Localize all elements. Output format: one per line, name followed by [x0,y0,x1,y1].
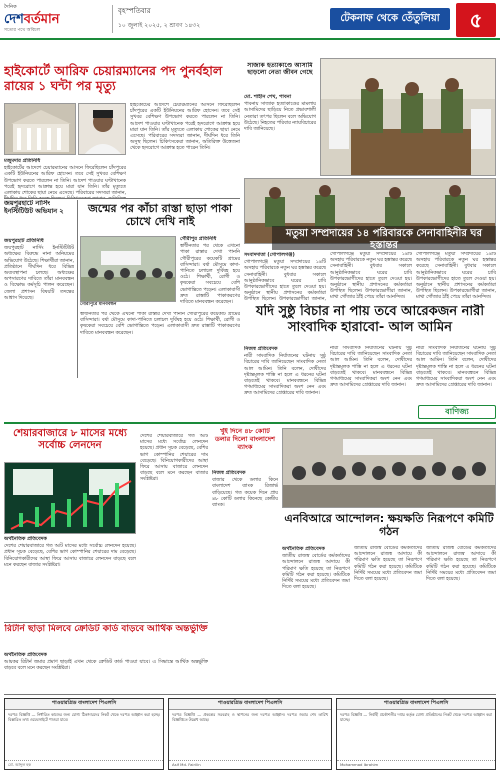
matua-body-col1 [244,252,326,302]
road-body-col1 [180,236,240,312]
nbr-body-col1 [282,546,350,690]
nbr-body-col2 [354,546,422,690]
ad-body: দরপত্র বিজ্ঞপ্তি — নির্বাহী প্রকৌশলীর দপ্তর কর্তৃক যোগ্য প্রতিষ্ঠানের নিকট থেকে দরপত্র আহ্বান করা যাচ্ছে। [340,712,492,722]
portrait-image [79,104,126,155]
stock-chart-image [5,463,136,534]
loan-byline: নিজস্ব প্রতিবেদক [212,470,246,476]
tender-ad-1[interactable] [4,698,164,770]
newspaper-logo[interactable] [4,4,108,36]
road-byline: গৌরীপুর প্রতিনিধি [180,236,217,242]
amin-text-col2: নারী সাংবাদিক নির্যাতনের ঘটনায় সুষ্ঠু বিচারের দাবি জানিয়েছেন সাংবাদিক নেতা আল আমিন। তিনি বলেন, দোষীদের দৃষ্টান্তমূলক শাস্তি না হলে এ ধরনের ঘটনা বাড়তেই থাকবে। মানববন্ধনে বিভিন্ন গণমাধ্যমের সাংবাদিকরা অংশ নেন এবং দ্রুত আসামিদের গ্রেপ্তারের দাবি জানান। [330,346,412,389]
ad-body: দরপত্র বিজ্ঞপ্তি — প্রকল্পের সরবরাহ ও স্থাপনের জন্য দরপত্র আহ্বান। দরপত্র জমার শেষ তারিখ বিজ্ঞপ্তিতে উল্লেখ আছে। [172,712,328,722]
nbr-image [283,429,496,508]
highcourt-text-col2: হাইকোর্টের আদেশে চেয়ারম্যানের আসনে ফিরেছিলেন চাঁদপুরের একটি ইউনিয়নের আরিফ হোসেন। তবে সেই সুখবর বেশিক্ষণ উপভোগ করতে পারলেন না তিনি। আদেশ পাওয়ার ঘণ্টাখানেক পরেই হৃদরোগে আক্রান্ত হয়ে মারা যান তিনি। তাঁর মৃত্যুতে এলাকায় শোকের ছায়া নেমে এসেছে। পরিবারের সদস্যরা জানান, দীর্ঘদিন ধরে তিনি অসুস্থ ছিলেন। চিকিৎসকেরা জানান, অতিরিক্ত উত্তেজনা থেকে হৃদরোগে আক্রান্ত হতে পারেন তিনি। [130,103,240,152]
sajak-headline[interactable]: সাজাক হত্যাকাণ্ডে আসামি ছাড়লো নেতা জীবন গেছে [247,62,313,77]
rtn-byline: অর্থনৈতিক প্রতিবেদক [4,652,47,658]
joypurhat-text: জয়পুরহাট নার্সিং ইনস্টিটিউট অধ্যক্ষের বিরুদ্ধে নানা অনিয়মের অভিযোগ উঠেছে। শিক্ষার্থীরা জানান, প্রতিষ্ঠানে দীর্ঘদিন ধরে বিভিন্ন অব্যবস্থাপনা চলছে। অধ্যক্ষের অপসারণের দাবিতে তাঁরা মানববন্ধন ও বিক্ষোভ কর্মসূচি পালন করেছেন। জেলা প্রশাসন বিষয়টি তদন্তের আশ্বাস দিয়েছে। [4,246,74,301]
nbr-headline[interactable]: এনবিআরে আন্দোলন: ক্ষয়ক্ষতি নিরূপণে কমিটি গঠন [284,512,494,539]
courthouse-image [5,104,76,155]
road-body-col2 [80,312,240,378]
ad-body: দরপত্র বিজ্ঞপ্তি — নির্ধারিত কাজের জন্য যোগ্য ঠিকাদারদের নিকট থেকে দরপত্র আহ্বান করা হচ্ছে। বিস্তারিত তথ্য ওয়েবসাইটে পাওয়া যাবে। [8,712,160,722]
matua-text-col2: গোপালগঞ্জে মতুয়া সম্প্রদায়ের ১৪টি অসহায় পরিবারকে নতুন ঘর হস্তান্তর করেছে সেনাবাহিনী। বুধবার সকালে আনুষ্ঠানিকভাবে ঘরের চাবি উপকারভোগীদের হাতে তুলে দেওয়া হয়। অনুষ্ঠানে স্থানীয় প্রশাসনের কর্মকর্তারা উপস্থিত ছিলেন। উপকারভোগীরা জানান, মাথা গোঁজার ঠাঁই পেয়ে তাঁরা আনন্দিত। [330,252,412,301]
section-divider [4,422,496,424]
highcourt-body [4,158,126,198]
loan-headline[interactable]: খুঁই দিনে ৪৮ কোটি ডলার দিলো বাংলাদেশ ব্যাংক [215,428,275,451]
rtn-headline[interactable]: রিটার্ন ছাড়া মিলবে ক্রেডিট কার্ড বাড়বে আর্থিক অন্তর্ভুক্তি [4,624,208,634]
loan-body [212,470,278,690]
protest-caption: গৌরীপুরে মানববন্ধন [80,302,117,307]
ad-title: পাওয়ারগ্রিড বাংলাদেশ পিএলসি [337,699,495,710]
share-text: দেশের শেয়ারবাজারে গত আট মাসের মধ্যে সর্বোচ্চ লেনদেন হয়েছে। প্রধান সূচক বেড়েছে, বেশির ভাগ কোম্পানির শেয়ারের দাম বেড়েছে। বিনিয়োগকারীদের আস্থা ফিরে আসায় বাজারে লেনদেন বাড়ছে বলে মনে করছেন বাজার সংশ্লিষ্টরা। [4,544,136,568]
sajak-body [244,94,316,174]
sajak-text: পাবনায় সাজাক হত্যাকাণ্ডের মামলায় আসামিদের ছাড়িয়ে নিতে প্রভাবশালী নেতারা তৎপর ছিলেন বলে অভিযোগ উঠেছে। নিহতের পরিবার ন্যায়বিচারের দাবি জানিয়েছে। [244,102,316,133]
highcourt-byline: মজুমদার প্রতিনিধি [4,158,41,164]
page-number: ৫ [456,3,496,37]
commerce-section-label[interactable]: বাণিজ্য [418,405,496,419]
share-body [4,536,136,620]
share-body-col2 [140,434,208,620]
road-text-col2: স্বাধীনতার পর থেকে এখনো পাকা রাস্তার দেখা পাননি গৌরীপুরের কয়েকটি গ্রামের বাসিন্দারা। বর্ষা মৌসুমে কাদা-পানিতে চলাচল দুর্বিষহ হয়ে ওঠে। শিক্ষার্থী, রোগী ও কৃষকেরা সবচেয়ে বেশি ভোগান্তিতে পড়েন। এলাকাবাসী দ্রুত রাস্তাটি পাকাকরণের দাবিতে মানববন্ধন করেছেন। [80,312,240,336]
highcourt-body-col2 [130,103,240,195]
ad-title: পাওয়ারগ্রিড বাংলাদেশ পিএলসি [5,699,163,710]
matua-body-col2 [330,252,412,302]
ad-footer: Asif Md. Fairilin [169,760,331,768]
nbr-body-col3 [426,546,496,690]
tender-ad-2[interactable] [168,698,332,770]
highcourt-headline[interactable]: হাইকোর্টে আরিফ চেয়ারম্যানের পদ পুনর্বহাল রায়ের ১ ঘন্টা পর মৃত্যু [4,63,223,93]
rtn-text: আয়কর রিটার্ন জমার প্রমাণ ছাড়াই এখন থেকে ক্রেডিট কার্ড পাওয়া যাবে। এ সিদ্ধান্তে আর্থিক অন্তর্ভুক্তি বাড়বে বলে মনে করছেন সংশ্লিষ্টরা। [4,660,208,672]
share-chart-photo[interactable] [4,462,136,534]
matua-text: গোপালগঞ্জে মতুয়া সম্প্রদায়ের ১৪টি অসহায় পরিবারকে নতুন ঘর হস্তান্তর করেছে সেনাবাহিনী। বুধবার সকালে আনুষ্ঠানিকভাবে ঘরের চাবি উপকারভোগীদের হাতে তুলে দেওয়া হয়। অনুষ্ঠানে স্থানীয় প্রশাসনের কর্মকর্তারা উপস্থিত ছিলেন। উপকারভোগীরা জানান, [244,260,326,302]
share-byline: অর্থনৈতিক প্রতিবেদক [4,536,47,542]
amin-body-col1 [244,346,326,406]
dateline-date: ১০ জুলাই ২০২৫, ২ শ্রাবণ ১৪৩২ [118,22,201,29]
rtn-body [4,652,208,690]
dateline-day: বৃহস্পতিবার [118,7,151,15]
nbr-text-col3: জাতীয় রাজস্ব বোর্ডের কর্মকর্তাদের আন্দোলনে রাজস্ব আদায়ে কী পরিমাণ ক্ষতি হয়েছে তা নিরূপণে কমিটি গঠন করা হয়েছে। কমিটিকে নির্দিষ্ট সময়ের মধ্যে প্রতিবেদন জমা দিতে বলা হয়েছে। [426,546,496,583]
ad-footer: মো. আব্দুল হক [5,760,163,770]
matua-text-col3: গোপালগঞ্জে মতুয়া সম্প্রদায়ের ১৪টি অসহায় পরিবারকে নতুন ঘর হস্তান্তর করেছে সেনাবাহিনী। বুধবার সকালে আনুষ্ঠানিকভাবে ঘরের চাবি উপকারভোগীদের হাতে তুলে দেওয়া হয়। অনুষ্ঠানে স্থানীয় প্রশাসনের কর্মকর্তারা উপস্থিত ছিলেন। উপকারভোগীরা জানান, মাথা গোঁজার ঠাঁই পেয়ে তাঁরা আনন্দিত। [416,252,496,301]
dateline [112,5,212,33]
amin-text: নারী সাংবাদিক নির্যাতনের ঘটনায় সুষ্ঠু বিচারের দাবি জানিয়েছেন সাংবাদিক নেতা আল আমিন। তিনি বলেন, দোষীদের দৃষ্টান্তমূলক শাস্তি না হলে এ ধরনের ঘটনা বাড়তেই থাকবে। মানববন্ধনে বিভিন্ন গণমাধ্যমের সাংবাদিকরা অংশ নেন এবং দ্রুত আসামিদের গ্রেপ্তারের দাবি জানান। [244,354,326,397]
logo-name-right: বর্তমান [23,12,60,27]
ad-title: পাওয়ারগ্রিড বাংলাদেশ পিএলসি [169,699,331,710]
loan-text: বাজার থেকে ডলার কিনে বাংলাদেশ ব্যাংক রিজার্ভ বাড়িয়েছে। গত কয়েক দিনে প্রায় ৪৮ কোটি ডলার কিনেছে কেন্দ্রীয় ব্যাংক। [212,478,278,509]
divider [77,200,78,378]
tender-ad-3[interactable] [336,698,496,770]
share-headline[interactable]: শেয়ারবাজারে ৮ মাসের মধ্যে সর্বোচ্চ লেনদেন [13,428,127,451]
nbr-text: জাতীয় রাজস্ব বোর্ডের কর্মকর্তাদের আন্দোলনে রাজস্ব আদায়ে কী পরিমাণ ক্ষতি হয়েছে তা নিরূপণে কমিটি গঠন করা হয়েছে। কমিটিকে নির্দিষ্ট সময়ের মধ্যে প্রতিবেদন জমা দিতে বলা হয়েছে। [282,554,350,591]
army-image [321,59,496,176]
road-headline[interactable]: জন্মের পর কাঁচা রাস্তা ছাড়া পাকা চোখে দেখি নাই [87,202,233,229]
divider [4,622,208,623]
masthead [0,0,500,40]
highcourt-text: হাইকোর্টের আদেশে চেয়ারম্যানের আসনে ফিরেছিলেন চাঁদপুরের একটি ইউনিয়নের আরিফ হোসেন। তবে সেই সুখবর বেশিক্ষণ উপভোগ করতে পারলেন না তিনি। আদেশ পাওয়ার ঘণ্টাখানেক পরেই হৃদরোগে আক্রান্ত হয়ে মারা যান তিনি। তাঁর মৃত্যুতে এলাকায় শোকের ছায়া নেমে এসেছে। পরিবারের সদস্যরা জানান, [4,166,126,197]
road-text: স্বাধীনতার পর থেকে এখনো পাকা রাস্তার দেখা পাননি গৌরীপুরের কয়েকটি গ্রামের বাসিন্দারা। বর্ষা মৌসুমে কাদা-পানিতে চলাচল দুর্বিষহ হয়ে ওঠে। শিক্ষার্থী, রোগী ও কৃষকেরা সবচেয়ে বেশি ভোগান্তিতে পড়েন। এলাকাবাসী দ্রুত রাস্তাটি পাকাকরণের দাবিতে মানববন্ধন করেছেন। [180,244,240,306]
joypurhat-headline[interactable]: জয়পুরহাটে নার্সিং ইনস্টিটিউট অভিযান ২ [4,200,64,215]
protest-photo[interactable] [80,236,176,302]
matua-headline[interactable]: মতুয়া সম্প্রদায়ের ১৪ পরিবারকে সেনাবাহিনীর ঘর হস্তান্তর [272,226,496,250]
nbr-protest-photo[interactable] [282,428,496,508]
army-handover-photo[interactable] [320,58,496,176]
joypurhat-byline: জয়পুরহাট প্রতিনিধি [4,238,44,244]
divider [4,198,240,199]
joypurhat-body [4,238,74,378]
ads-divider [4,694,496,695]
logo-pre: দৈনিক [4,4,17,10]
section-tag[interactable]: টেকনাফ থেকে তেঁতুলিয়া [330,8,450,30]
ad-footer: Mohammad Ibrahim [337,760,495,768]
nbr-byline: অর্থনৈতিক প্রতিবেদক [282,546,325,552]
amin-body-col3 [416,346,496,402]
share-text-col2: দেশের শেয়ারবাজারে গত আট মাসের মধ্যে সর্বোচ্চ লেনদেন হয়েছে। প্রধান সূচক বেড়েছে, বেশির ভাগ কোম্পানির শেয়ারের দাম বেড়েছে। বিনিয়োগকারীদের আস্থা ফিরে আসায় বাজারে লেনদেন বাড়ছে বলে মনে করছেন বাজার সংশ্লিষ্টরা। [140,434,208,483]
amin-text-col3: নারী সাংবাদিক নির্যাতনের ঘটনায় সুষ্ঠু বিচারের দাবি জানিয়েছেন সাংবাদিক নেতা আল আমিন। তিনি বলেন, দোষীদের দৃষ্টান্তমূলক শাস্তি না হলে এ ধরনের ঘটনা বাড়তেই থাকবে। মানববন্ধনে বিভিন্ন গণমাধ্যমের সাংবাদিকরা অংশ নেন এবং দ্রুত আসামিদের গ্রেপ্তারের দাবি জানান। [416,346,496,389]
matua-byline: সংবাদদাতা (গোপালগঞ্জ) [244,252,295,258]
amin-headline[interactable]: যদি সুষ্ঠু বিচার না পায় তবে আরেকজন নারী সাংবাদিক হারাবো- আল আমিন [255,304,485,335]
logo-tagline: সত্যের পথে অবিচল [4,28,41,33]
amin-body-col2 [330,346,412,406]
logo-name-left: দেশ [4,12,24,27]
logo-name [4,12,108,27]
protest-image [81,237,176,302]
sajak-byline: মো. শাহীন শেখ, পাবনা [244,94,292,100]
amin-byline: নিজস্ব প্রতিবেদক [244,346,278,352]
matua-body-col3 [416,252,496,302]
arif-portrait[interactable] [78,103,126,155]
courthouse-photo[interactable] [4,103,76,155]
nbr-text-col2: জাতীয় রাজস্ব বোর্ডের কর্মকর্তাদের আন্দোলনে রাজস্ব আদায়ে কী পরিমাণ ক্ষতি হয়েছে তা নিরূপণে কমিটি গঠন করা হয়েছে। কমিটিকে নির্দিষ্ট সময়ের মধ্যে প্রতিবেদন জমা দিতে বলা হয়েছে। [354,546,422,583]
